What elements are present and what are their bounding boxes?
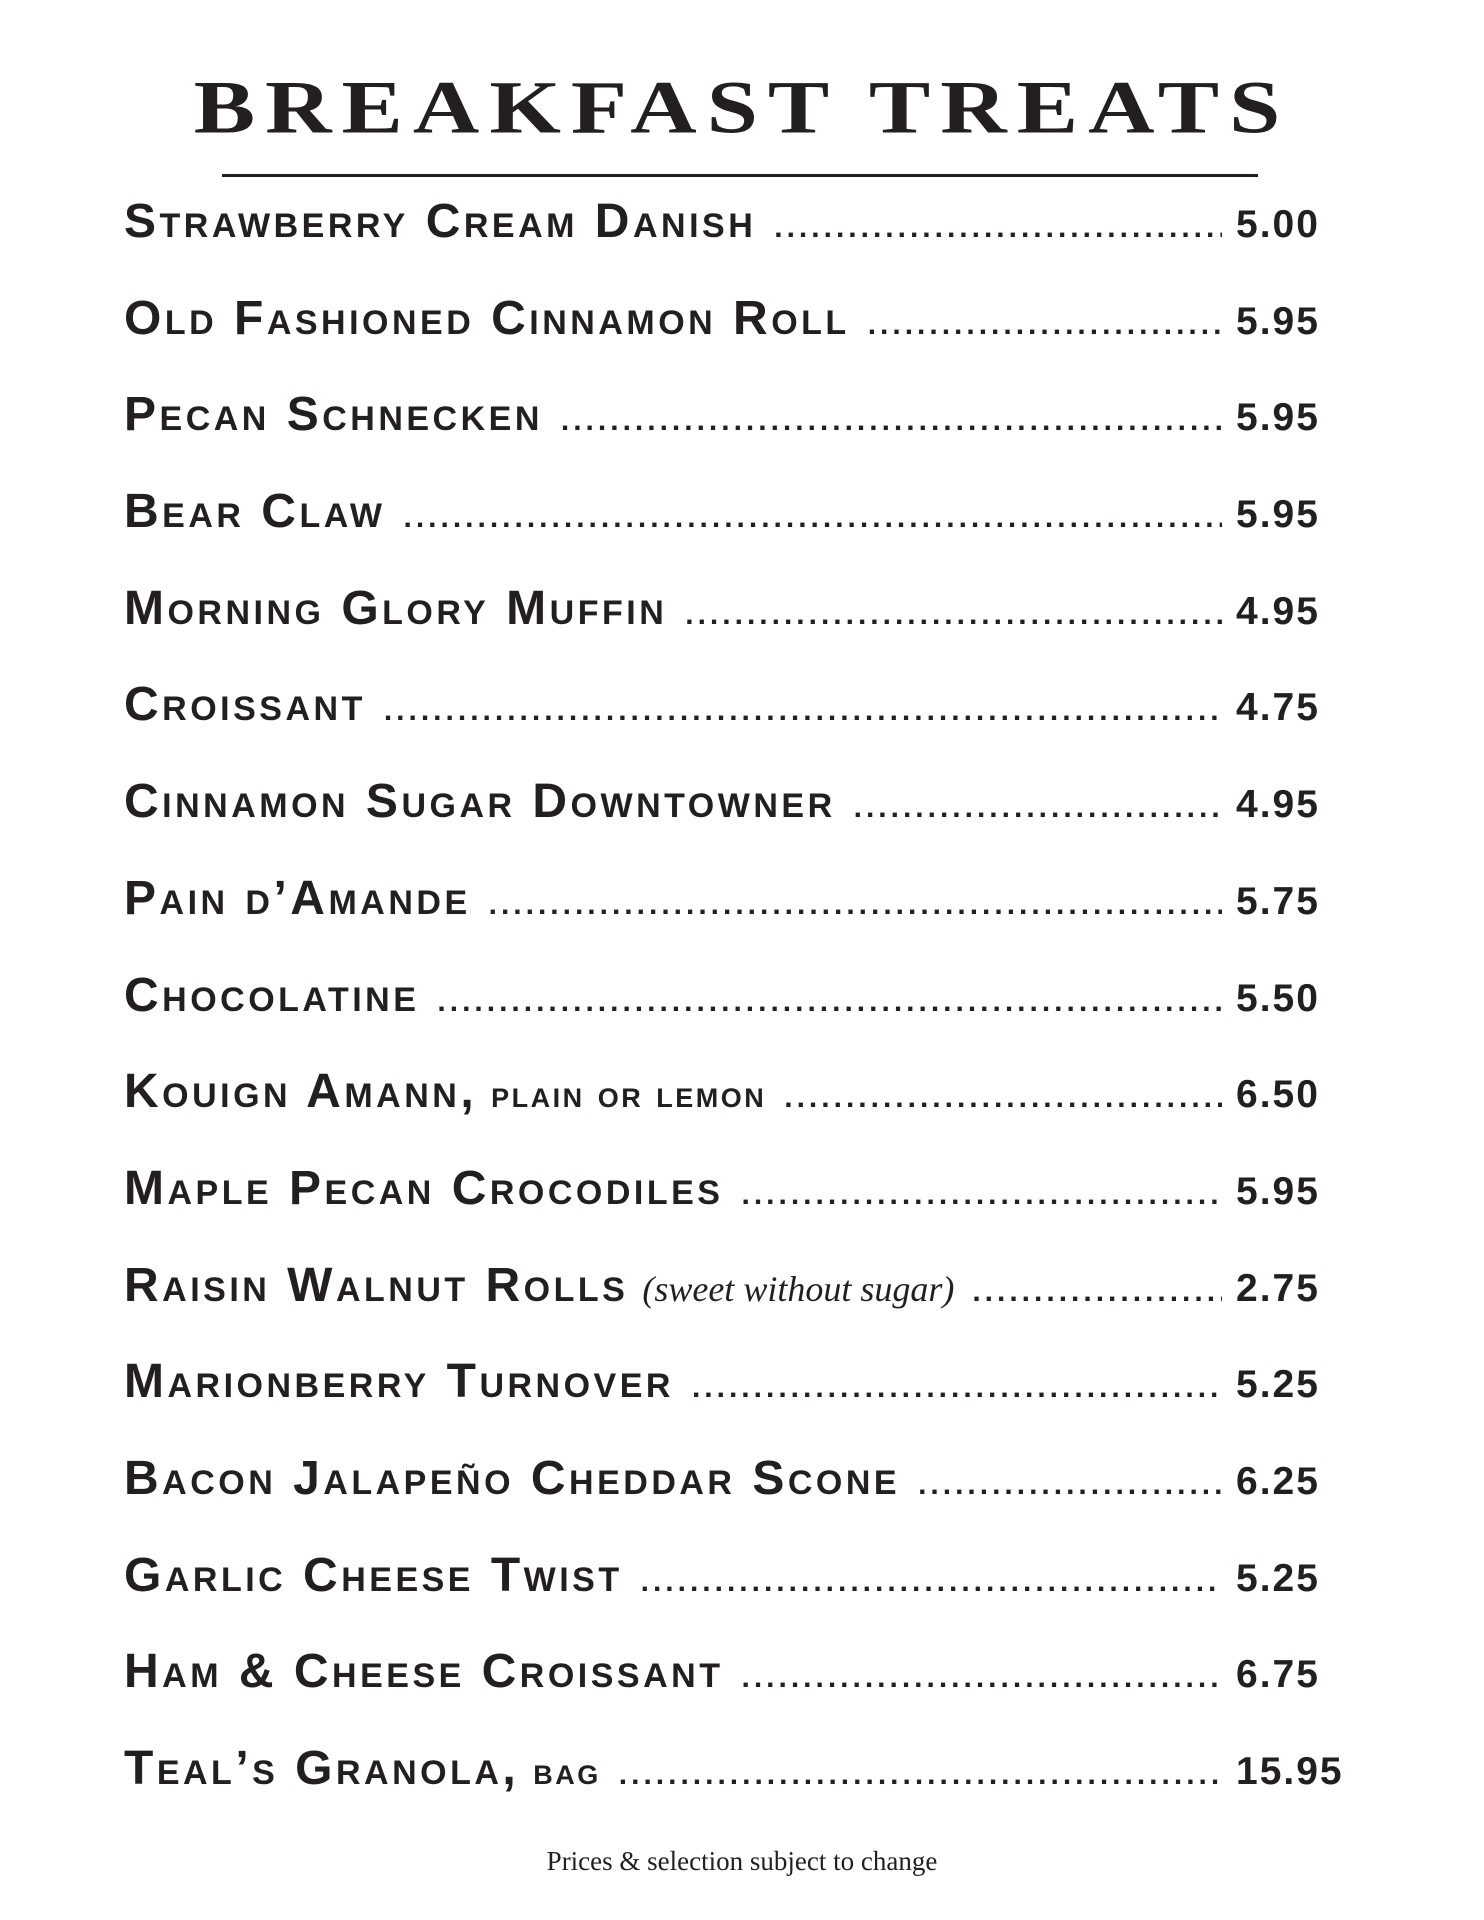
item-price: 4.95	[1236, 783, 1320, 827]
dot-leader	[692, 1358, 1222, 1418]
menu-item	[124, 192, 1344, 289]
dot-leader	[384, 681, 1222, 741]
item-price: 5.75	[1236, 879, 1320, 923]
item-name: Croissant	[124, 678, 366, 732]
item-price: 4.75	[1236, 686, 1320, 730]
menu-item	[124, 289, 1344, 386]
item-price: 6.50	[1236, 1073, 1320, 1117]
item-name: Pain d’Amande	[124, 871, 471, 925]
menu-item	[124, 772, 1344, 869]
dot-leader	[918, 1455, 1222, 1515]
item-name: Marionberry Turnover	[124, 1355, 674, 1409]
dot-leader	[641, 1552, 1222, 1612]
item-note: plain or lemon	[491, 1074, 767, 1117]
menu-item	[124, 1256, 1344, 1353]
menu-title: BREAKFAST TREATS	[193, 65, 1291, 149]
menu-item	[124, 966, 1344, 1063]
dot-leader	[741, 1648, 1222, 1708]
item-note: bag	[533, 1751, 601, 1793]
item-price: 6.75	[1236, 1653, 1320, 1697]
menu-item	[124, 869, 1344, 966]
dot-leader	[561, 391, 1222, 451]
dot-leader	[854, 778, 1222, 838]
title-underline	[222, 174, 1258, 177]
dot-leader	[784, 1068, 1222, 1128]
menu-item	[124, 579, 1344, 676]
menu-item	[124, 385, 1344, 482]
menu-item	[124, 1739, 1344, 1836]
menu-item	[124, 1449, 1344, 1546]
item-name: Pecan Schnecken	[124, 388, 543, 442]
dot-leader	[685, 585, 1222, 645]
dot-leader	[619, 1745, 1222, 1805]
item-note: (sweet without sugar)	[642, 1268, 955, 1309]
item-name: Kouign Amann,	[124, 1065, 478, 1119]
menu-item	[124, 1642, 1344, 1739]
item-name: Chocolatine	[124, 968, 420, 1022]
item-name: Garlic Cheese Twist	[124, 1548, 623, 1602]
dot-leader	[774, 198, 1222, 258]
item-name: Ham & Cheese Croissant	[124, 1645, 724, 1699]
item-price: 5.95	[1236, 299, 1320, 343]
dot-leader	[404, 488, 1223, 548]
menu-item	[124, 482, 1344, 579]
dot-leader	[972, 1262, 1222, 1322]
price-disclaimer: Prices & selection subject to change	[546, 1846, 938, 1876]
menu-item	[124, 1062, 1344, 1159]
item-name: Old Fashioned Cinnamon Roll	[124, 291, 850, 345]
dot-leader	[489, 875, 1222, 935]
item-price: 5.25	[1236, 1556, 1320, 1600]
item-name: Raisin Walnut Rolls	[124, 1258, 629, 1312]
menu-item	[124, 1159, 1344, 1256]
item-price: 15.95	[1236, 1750, 1344, 1793]
menu-item	[124, 675, 1344, 772]
item-name: Bear Claw	[124, 485, 386, 539]
item-price: 5.00	[1236, 203, 1320, 246]
item-name: Cinnamon Sugar Downtowner	[124, 775, 836, 829]
menu-item	[124, 1546, 1344, 1643]
dot-leader	[741, 1165, 1222, 1225]
item-price: 5.50	[1236, 976, 1320, 1020]
dot-leader	[437, 972, 1222, 1032]
item-name: Teal’s Granola,	[124, 1742, 520, 1795]
item-price: 2.75	[1236, 1266, 1320, 1310]
dot-leader	[868, 295, 1222, 355]
item-price: 5.95	[1236, 396, 1320, 440]
item-price: 5.25	[1236, 1363, 1320, 1407]
item-name: Bacon Jalapeño Cheddar Scone	[124, 1451, 901, 1505]
item-name: Morning Glory Muffin	[124, 581, 668, 635]
item-name: Strawberry Cream Danish	[124, 195, 757, 248]
item-name: Maple Pecan Crocodiles	[124, 1161, 724, 1215]
item-price: 5.95	[1236, 1169, 1320, 1213]
item-price: 5.95	[1236, 493, 1320, 537]
item-price: 6.25	[1236, 1459, 1320, 1503]
item-price: 4.95	[1236, 589, 1320, 633]
menu-list	[124, 192, 1344, 1836]
menu-item	[124, 1352, 1344, 1449]
